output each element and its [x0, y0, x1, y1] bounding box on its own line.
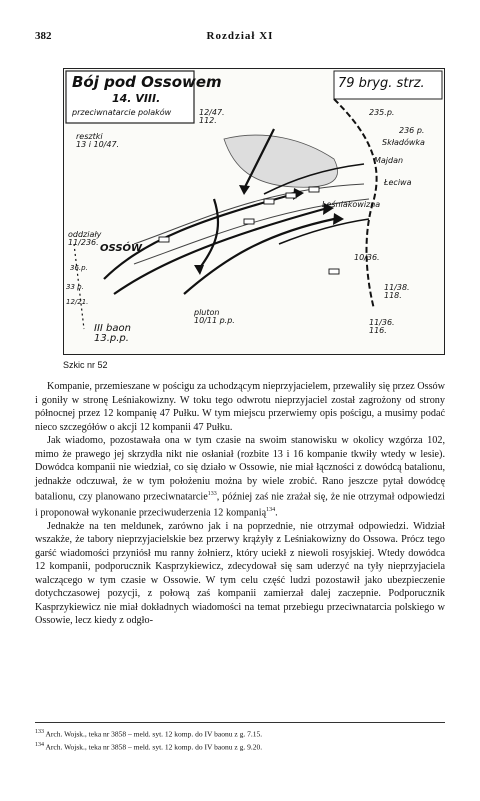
label-11-36: 11/36. 116. — [369, 318, 395, 335]
battle-sketch-map — [63, 68, 445, 355]
body-text — [35, 380, 445, 628]
label-236: 236 p. — [399, 126, 425, 135]
footnotes — [35, 722, 445, 752]
label-brigade: 79 bryg. strz. — [338, 76, 425, 91]
paragraph-2-head: Jak wiadomo, pozostawała ona w tym czasie na swoim stanowisku w okolicy wzgórza 102, mimo że prawego jej skrzydła nikt nie osłaniał (rozbite 13 i 16 kompanie tkwiły wtedy w lesie). Dowódca kompanii nie wiedział, co się działo w Ossowie, nie miał łączności z dowódcą batalionu, jednakże odczuwał, że w tym położeniu można by wiele zrobić. Rano jeszcze pytał dowódcę batalionu, czy planowano przeciwnatarcie — [35, 435, 445, 503]
label-lesniakowizna: Leśniakowizna — [322, 200, 381, 209]
label-33: 33 p. — [66, 283, 84, 291]
paragraph-1: Kompanie, przemieszane w pościgu za uchodzącym nieprzyjacielem, przewaliły się przez Ossów i goniły w stronę Leśniakowizny. W toku tego odwrotu nieprzyjaciel został zagrożony od strony północnej przez 12 kompanię 47 Pułku. W tym miejscu przerwiemy opis pościgu, a musimy podać nieco szczegółów o akcji 12 kompanii 47 Pułku. — [35, 381, 445, 433]
label-10-36: 10/36. — [354, 253, 380, 262]
paragraph-2: Jak wiadomo, pozostawała ona w tym czasie na swoim stanowisku w okolicy wzgórza 102, mimo że prawego jej skrzydła nikt nie osłaniał (rozbite 13 i 16 kompanie tkwiły wtedy w lesie). Dowódca kompanii nie wiedział, co się działo w Ossowie, nie miał łączności z dowódcą batalionu, jednakże odczuwał, że w tym położeniu można by wiele zrobić. Rano jeszcze pytał dowódcę batalionu, czy planowano przeciwnatarcie$^{133}$, później zaś nie zrażał się, że nie otrzymał odpowiedzi i proponował wykonanie przeciwuderzenia 12 kompanią$^{134}$. — [35, 435, 445, 519]
footnote-mark: 134 — [35, 741, 44, 748]
label-ossow: OSSÓW — [100, 243, 143, 254]
label-leciwa: Łeciwa — [384, 178, 412, 187]
chapter-title: Rozdział XI — [206, 30, 274, 42]
label-36: 36.p. — [70, 264, 88, 272]
footnote-mark: 133 — [35, 729, 44, 735]
label-235: 235.p. — [369, 108, 395, 117]
footnote-ref-133: 133 — [207, 491, 217, 497]
label-resztki: resztki 13 i 10/47. — [76, 132, 120, 149]
label-majdan: Majdan — [374, 156, 404, 165]
label-12-21: 12/21. — [66, 298, 89, 306]
footnote-text: Arch. Wojsk., teka nr 3858 – meld. syt. 12 komp. do IV baonu z g. 9.20. — [45, 742, 263, 751]
footnote-text: Arch. Wojsk., teka nr 3858 – meld. syt. 12 komp. do IV baonu z g. 7.15. — [45, 729, 263, 739]
paragraph-2-tail: , później zaś nie zrażał się, że nie otrzymał odpowiedzi i proponował wykonanie przeciwuderzenia 12 kompanią — [35, 491, 445, 519]
label-12-47: 12/47. 112. — [199, 108, 225, 125]
label-pluton: pluton 10/11 p.p. — [194, 308, 235, 325]
footnote-ref-134: 134 — [266, 506, 276, 513]
label-iii-baon: III baon 13.p.p. — [94, 323, 131, 344]
label-skladowka: Składówka — [382, 138, 425, 147]
footnote — [35, 727, 445, 740]
page-number: 382 — [35, 30, 52, 42]
label-oddzialy: oddziały 11/236. — [68, 230, 102, 247]
map-title: Bój pod Ossowem — [72, 73, 222, 91]
map-date: 14. VIII. — [112, 92, 161, 105]
figure-caption: Szkic nr 52 — [63, 360, 108, 370]
label-11-38: 11/38. 118. — [384, 283, 410, 300]
footnote — [35, 740, 445, 753]
paragraph-3: Jednakże na ten meldunek, zarówno jak i na poprzednie, nie otrzymał odpowiedzi. Widział wszakże, że tabory nieprzyjacielskie bez przerwy krążyły z Leśniakowizny do Ossowa. Prócz tego garść wiadomości przyniósł mu ranny żołnierz, który uciekł z niewoli rosyjskiej. Wtedy dowódca 12 kompanii, podporucznik Kasprzykiewicz, zdecydował się sam uderzyć na tyły nieprzyjaciela walczącego w tym czasie w Ossowie. W tym celu część ludzi pozostawił jako ubezpieczenie dotychczasowej pozycji, z połową zaś kompanii zamierzał dalej zaczepnie. Podporucznik Kasprzykiewicz nie miał dokładnych wiadomości na temat przebiegu przeciwnatarcia polskiego w Ossowie, lecz kiedy z odgło- — [35, 520, 445, 627]
map-subtitle: przeciwnatarcie polaków — [72, 108, 172, 117]
page-header — [35, 30, 445, 46]
